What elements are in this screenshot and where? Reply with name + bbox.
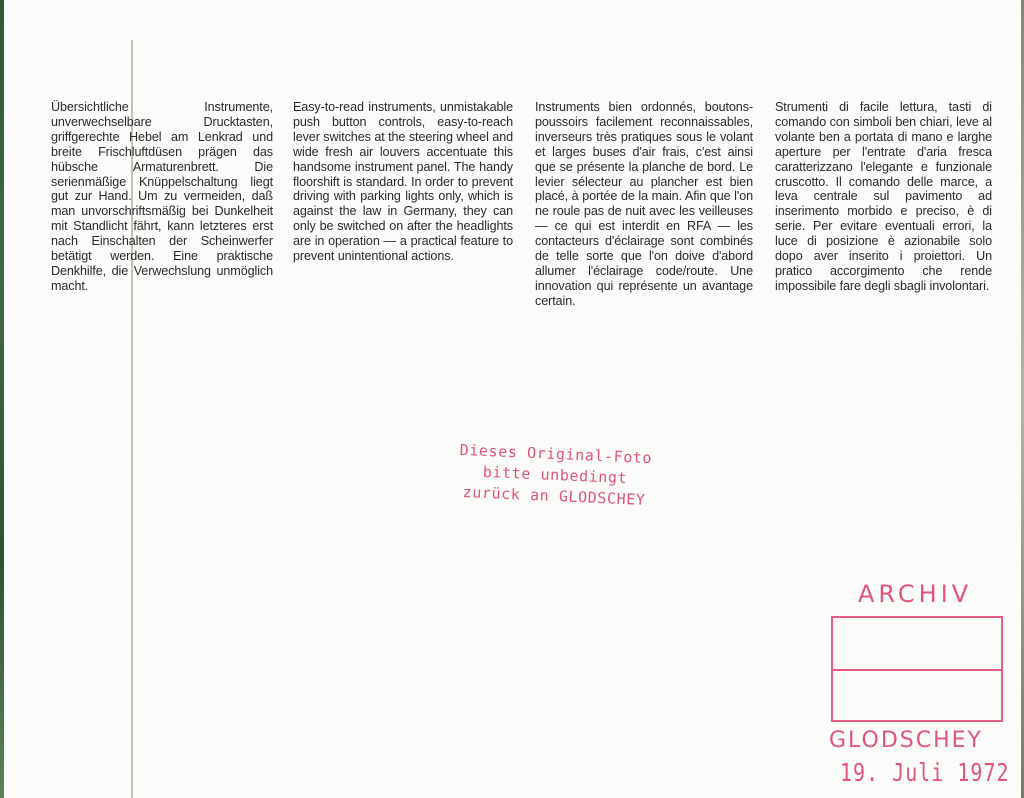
caption-english-text: Easy-to-read instruments, unmistakable push button controls, easy-to-reach lever switches at the steering wheel and wide fresh air louvers accentuate this handsome instrument panel. The handy floorshift is standard. In order to prevent driving with parking lights only, which is against the law in Germany, they can only be switched on after the headlights are in operation — a practical feature to prevent unintentional actions. <box>293 100 513 264</box>
return-stamp-line-2: bitte unbedingt <box>482 462 628 488</box>
archive-stamp-divider <box>833 669 1001 671</box>
caption-french <box>535 100 753 309</box>
archive-stamp-title: ARCHIV <box>858 580 973 608</box>
return-stamp-line-1: Dieses Original-Foto <box>459 440 653 468</box>
caption-german-text: Übersichtliche Instrumente, unverwechselbare Drucktasten, griffgerechte Hebel am Lenkrad und breite Frischluftdüsen prägen das hübsche Armaturenbrett. Die serienmäßige Knüppelschaltung liegt gut zur Hand. Um zu vermeiden, daß man unvorschriftsmäßig bei Dunkelheit mit Standlicht fährt, kann letzteres erst nach Einschalten der Scheinwerfer betätigt werden. Eine praktische Denkhilfe, die Verwechslung unmöglich macht. <box>51 100 273 293</box>
archive-stamp-name: GLODSCHEY <box>829 728 983 753</box>
caption-english <box>293 100 513 264</box>
caption-french-text: Instruments bien ordonnés, boutons-poussoirs facilement reconnaissables, inverseurs très pratiques sous le volant et larges buses d'air frais, c'est ainsi que se présente la planche de bord. Le levier sélecteur au plancher est bien placé, à portée de la main. Afin que l'on ne roule pas de nuit avec les veilleuses — ce qui est interdit en RFA — les contacteurs d'éclairage sont combinés de telle sorte que l'on doive d'abord allumer l'éclairage code/route. Une innovation qui représente un avantage certain. <box>535 100 753 308</box>
left-photo-edge <box>0 0 4 798</box>
caption-italian <box>775 100 992 294</box>
return-photo-stamp <box>449 439 662 511</box>
caption-german <box>51 100 273 294</box>
archive-stamp-date: 19. Juli 1972 <box>840 757 1010 787</box>
caption-italian-text: Strumenti di facile lettura, tasti di comando con simboli ben chiari, leve al volante ben a portata di mano e larghe aperture per l'entrate d'aria fresca caratterizzano l'elegante e funzionale cruscotto. Il comando delle marce, a leva centrale sul pavimento ad inserimento morbido e preciso, è di serie. Per evitare eventuali errori, la luce di posizione è azionabile solo dopo aver inserito i proiettori. Un pratico accorgimento che rende impossibile fare degli sbagli involontari. <box>775 100 992 293</box>
return-stamp-line-3: zurück an GLODSCHEY <box>462 482 646 509</box>
archive-stamp-box <box>831 616 1003 722</box>
